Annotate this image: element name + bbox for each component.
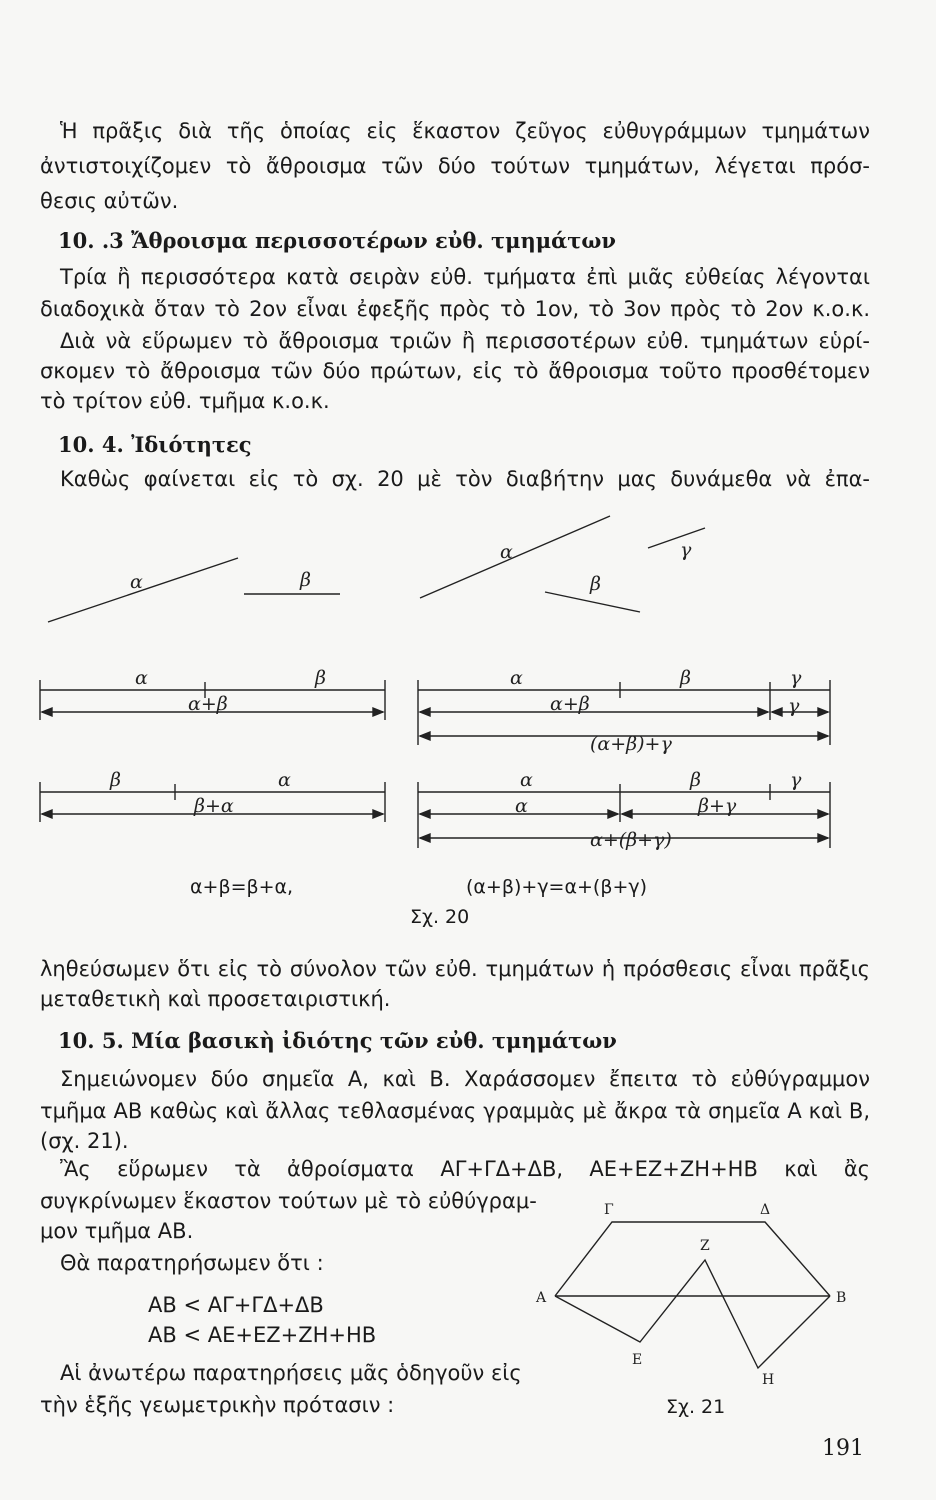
- point-b: Β: [836, 1290, 847, 1306]
- text-line: Αἱ ἀνωτέρω παρατηρήσεις μᾶς ὁδηγοῦν εἰς: [60, 1361, 522, 1385]
- segment-b: [545, 592, 640, 612]
- label-a: α: [510, 667, 523, 689]
- point-h: Η: [762, 1372, 775, 1388]
- label-a: α: [500, 541, 513, 563]
- segment-a: [420, 516, 610, 598]
- label-b: β: [110, 769, 121, 791]
- text-line: ἀντιστοιχίζομεν τὸ ἄθροισμα τῶν δύο τούτων τμημάτων, λέγεται πρόσ-: [40, 154, 870, 178]
- label-b-plus-a: β+α: [194, 795, 234, 817]
- label-a-bg: α+(β+γ): [590, 829, 672, 851]
- label-a: α: [278, 769, 291, 791]
- broken-line-aezhb: [555, 1260, 830, 1368]
- text-line: σκομεν τὸ ἄθροισμα τῶν δύο πρώτων, εἰς τὸ ἄθροισμα τοῦτο προσθέτομεν: [40, 359, 870, 383]
- label-b: β: [590, 573, 601, 595]
- label-a: α: [520, 769, 533, 791]
- label-g: γ: [680, 539, 692, 561]
- label-g: γ: [788, 695, 800, 717]
- text-line: συγκρίνωμεν ἕκαστον τούτων μὲ τὸ εὐθύγραμ-: [40, 1189, 537, 1213]
- point-z: Ζ: [700, 1238, 710, 1254]
- segment-g: [648, 528, 705, 548]
- label-b: β: [690, 769, 701, 791]
- label-a-plus-b: α+β: [188, 693, 228, 715]
- inequality: ΑΒ < ΑΕ+ΕΖ+ΖΗ+ΗΒ: [148, 1323, 377, 1347]
- figure-caption: Σχ. 20: [410, 906, 470, 928]
- equation-commutative: α+β=β+α,: [190, 876, 294, 898]
- text-line: ληθεύσωμεν ὅτι εἰς τὸ σύνολον τῶν εὐθ. τμημάτων ἡ πρόσθεσις εἶναι πρᾶξις: [40, 957, 870, 981]
- point-a: Α: [536, 1290, 547, 1306]
- page-number: 191: [822, 1436, 864, 1461]
- label-b: β: [680, 667, 691, 689]
- point-d: Δ: [760, 1202, 771, 1218]
- label-a-plus-b: α+β: [550, 693, 590, 715]
- segment-a: [48, 558, 238, 622]
- text-line: (σχ. 21).: [40, 1129, 129, 1153]
- label-a: α: [130, 571, 143, 593]
- text-line: Θὰ παρατηρήσωμεν ὅτι :: [60, 1251, 324, 1275]
- section-heading: 10. 5. Μία βασικὴ ἰδιότης τῶν εὐθ. τμημάτων: [58, 1028, 617, 1053]
- section-heading: 10. 4. Ἰδιότητες: [58, 432, 252, 457]
- text-line: τὴν ἑξῆς γεωμετρικὴν πρότασιν :: [40, 1393, 395, 1417]
- label-g: γ: [790, 769, 802, 791]
- text-line: Σημειώνομεν δύο σημεῖα Α, καὶ Β. Χαράσσομεν ἔπειτα τὸ εὐθύγραμμον: [60, 1067, 870, 1091]
- label-b-plus-g: β+γ: [698, 795, 737, 817]
- text-line: Ἂς εὕρωμεν τὰ ἀθροίσματα ΑΓ+ΓΔ+ΔΒ, ΑΕ+ΕΖ+ΖΗ+ΗΒ καὶ ἂς: [60, 1157, 870, 1181]
- label-b: β: [315, 667, 326, 689]
- text-line: Καθὼς φαίνεται εἰς τὸ σχ. 20 μὲ τὸν διαβήτην μας δυνάμεθα νὰ ἐπα-: [60, 467, 870, 491]
- label-a: α: [515, 795, 528, 817]
- text-line: Διὰ νὰ εὕρωμεν τὸ ἄθροισμα τριῶν ἢ περισσοτέρων εὐθ. τμημάτων εὑρί-: [60, 329, 870, 353]
- text-line: διαδοχικὰ ὅταν τὸ 2ον εἶναι ἐφεξῆς πρὸς τὸ 1ον, τὸ 3ον πρὸς τὸ 2ον κ.ο.κ.: [40, 297, 870, 321]
- broken-line-agdb: [555, 1222, 830, 1296]
- text-line: τὸ τρίτον εὐθ. τμῆμα κ.ο.κ.: [40, 389, 330, 413]
- text-line: Τρία ἢ περισσότερα κατὰ σειρὰν εὐθ. τμήματα ἐπὶ μιᾶς εὐθείας λέγονται: [60, 265, 870, 289]
- text-line: τμῆμα ΑΒ καθὼς καὶ ἄλλας τεθλασμένας γραμμὰς μὲ ἄκρα τὰ σημεῖα Α καὶ Β,: [40, 1099, 870, 1123]
- text-line: θεσις αὐτῶν.: [40, 189, 179, 213]
- label-a: α: [135, 667, 148, 689]
- label-ab-g: (α+β)+γ: [590, 733, 672, 755]
- point-g: Γ: [604, 1202, 614, 1218]
- label-g: γ: [790, 667, 802, 689]
- equation-associative: (α+β)+γ=α+(β+γ): [466, 876, 648, 898]
- point-e: Ε: [632, 1352, 643, 1368]
- label-b: β: [300, 569, 311, 591]
- text-line: μον τμῆμα ΑΒ.: [40, 1219, 194, 1243]
- text-line: Ἡ πρᾶξις διὰ τῆς ὁποίας εἰς ἕκαστον ζεῦγος εὐθυγράμμων τμημάτων: [60, 119, 870, 143]
- section-heading: 10. .3 Ἄθροισμα περισσοτέρων εὐθ. τμημάτων: [58, 228, 616, 253]
- figure-caption: Σχ. 21: [666, 1396, 726, 1418]
- inequality: ΑΒ < ΑΓ+ΓΔ+ΔΒ: [148, 1293, 324, 1317]
- text-line: μεταθετικὴ καὶ προσεταιριστική.: [40, 987, 391, 1011]
